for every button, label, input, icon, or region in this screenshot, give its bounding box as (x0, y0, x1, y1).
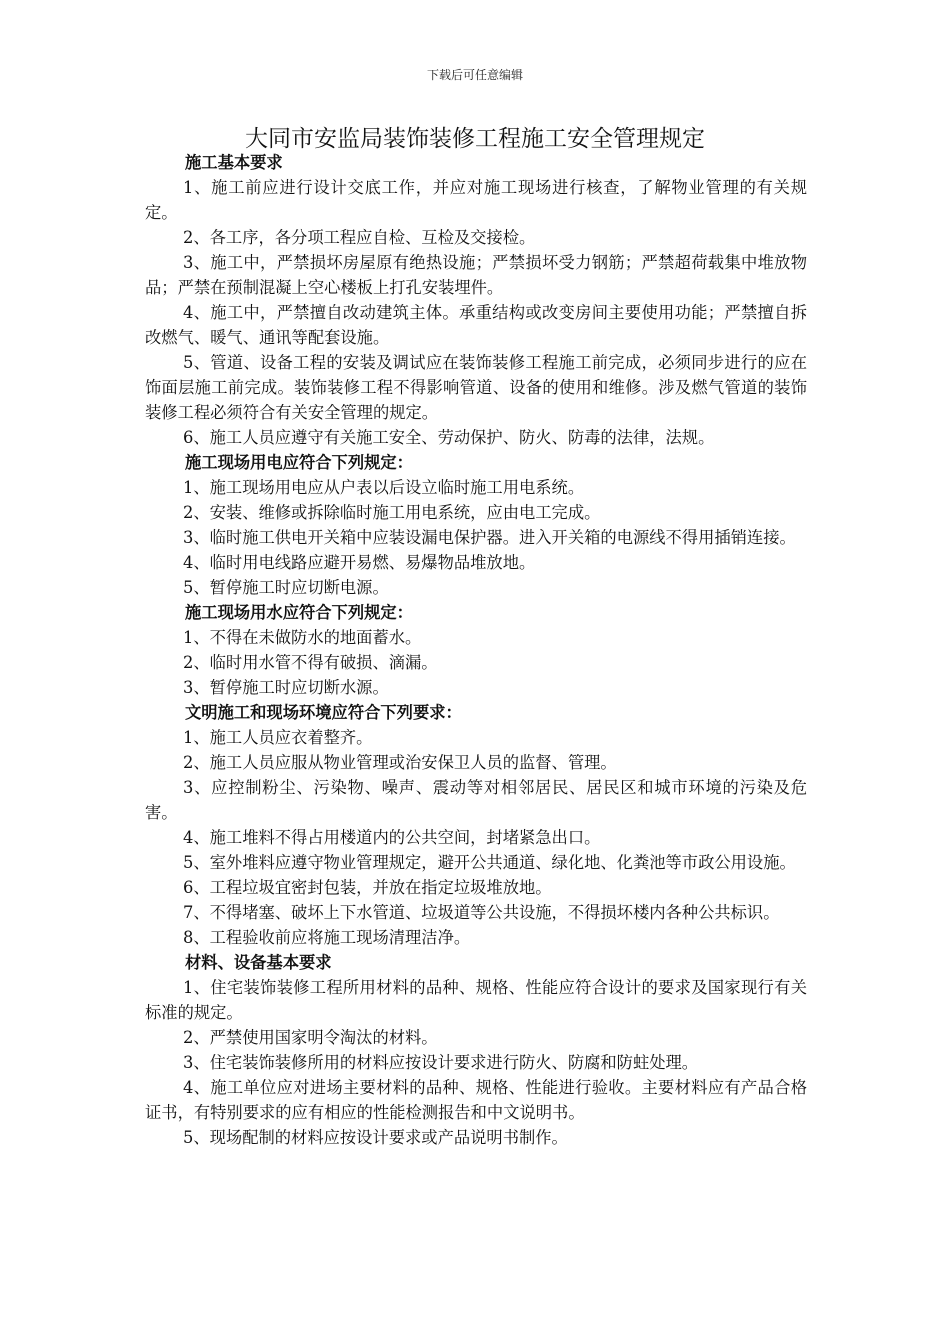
section-item: 2、施工人员应服从物业管理或治安保卫人员的监督、管理。 (183, 753, 617, 772)
page-header: 下载后可任意编辑 (426, 68, 523, 82)
section-item: 1、施工前应进行设计交底工作，并应对施工现场进行核查，了解物业管理的有关规定。 (145, 178, 807, 222)
section-item: 3、临时施工供电开关箱中应装设漏电保护器。进入开关箱的电源线不得用插销连接。 (183, 528, 796, 547)
document-title: 大同市安监局装饰装修工程施工安全管理规定 (245, 126, 705, 152)
section-item: 4、施工单位应对进场主要材料的品种、规格、性能进行验收。主要材料应有产品合格证书，有特别要求的应有相应的性能检测报告和中文说明书。 (145, 1078, 807, 1122)
section-item: 1、不得在未做防水的地面蓄水。 (183, 628, 422, 647)
section-item: 4、施工中，严禁擅自改动建筑主体。承重结构或改变房间主要使用功能；严禁擅自拆改燃气、暖气、通讯等配套设施。 (145, 303, 807, 347)
section-item: 1、施工现场用电应从户表以后设立临时施工用电系统。 (183, 478, 585, 497)
section-item: 2、严禁使用国家明令淘汰的材料。 (183, 1028, 438, 1047)
document-body (145, 150, 807, 1150)
section-item: 1、住宅装饰装修工程所用材料的品种、规格、性能应符合设计的要求及国家现行有关标准的规定。 (145, 978, 807, 1022)
section-item: 3、施工中，严禁损坏房屋原有绝热设施；严禁损坏受力钢筋；严禁超荷载集中堆放物品；严禁在预制混凝上空心楼板上打孔安装埋件。 (145, 253, 807, 297)
section-heading: 文明施工和现场环境应符合下列要求： (185, 703, 462, 722)
section-item: 4、临时用电线路应避开易燃、易爆物品堆放地。 (183, 553, 536, 572)
section-heading: 施工现场用电应符合下列规定： (185, 453, 413, 472)
section-heading: 施工基本要求 (185, 153, 283, 172)
section-item: 5、室外堆料应遵守物业管理规定，避开公共通道、绿化地、化粪池等市政公用设施。 (183, 853, 796, 872)
section-item: 8、工程验收前应将施工现场清理洁净。 (183, 928, 471, 947)
section-item: 6、施工人员应遵守有关施工安全、劳动保护、防火、防毒的法律，法规。 (183, 428, 715, 447)
section-item: 6、工程垃圾宜密封包装，并放在指定垃圾堆放地。 (183, 878, 552, 897)
section-item: 2、安装、维修或拆除临时施工用电系统，应由电工完成。 (183, 503, 601, 522)
section-heading: 材料、设备基本要求 (185, 953, 332, 972)
section-item: 2、临时用水管不得有破损、滴漏。 (183, 653, 438, 672)
section-heading: 施工现场用水应符合下列规定： (185, 603, 413, 622)
section-item: 5、现场配制的材料应按设计要求或产品说明书制作。 (183, 1128, 568, 1147)
section-item: 5、管道、设备工程的安装及调试应在装饰装修工程施工前完成，必须同步进行的应在饰面层施工前完成。装饰装修工程不得影响管道、设备的使用和维修。涉及燃气管道的装饰装修工程必须符合有关安全管理的规定。 (145, 353, 807, 422)
section-item: 5、暂停施工时应切断电源。 (183, 578, 389, 597)
section-item: 3、应控制粉尘、污染物、噪声、震动等对相邻居民、居民区和城市环境的污染及危害。 (145, 778, 807, 822)
section-item: 1、施工人员应衣着整齐。 (183, 728, 373, 747)
section-item: 3、暂停施工时应切断水源。 (183, 678, 389, 697)
section-item: 7、不得堵塞、破坏上下水管道、垃圾道等公共设施，不得损坏楼内各种公共标识。 (183, 903, 780, 922)
section-item: 3、住宅装饰装修所用的材料应按设计要求进行防火、防腐和防蛀处理。 (183, 1053, 699, 1072)
section-item: 4、施工堆料不得占用楼道内的公共空间，封堵紧急出口。 (183, 828, 601, 847)
section-item: 2、各工序，各分项工程应自检、互检及交接检。 (183, 228, 536, 247)
